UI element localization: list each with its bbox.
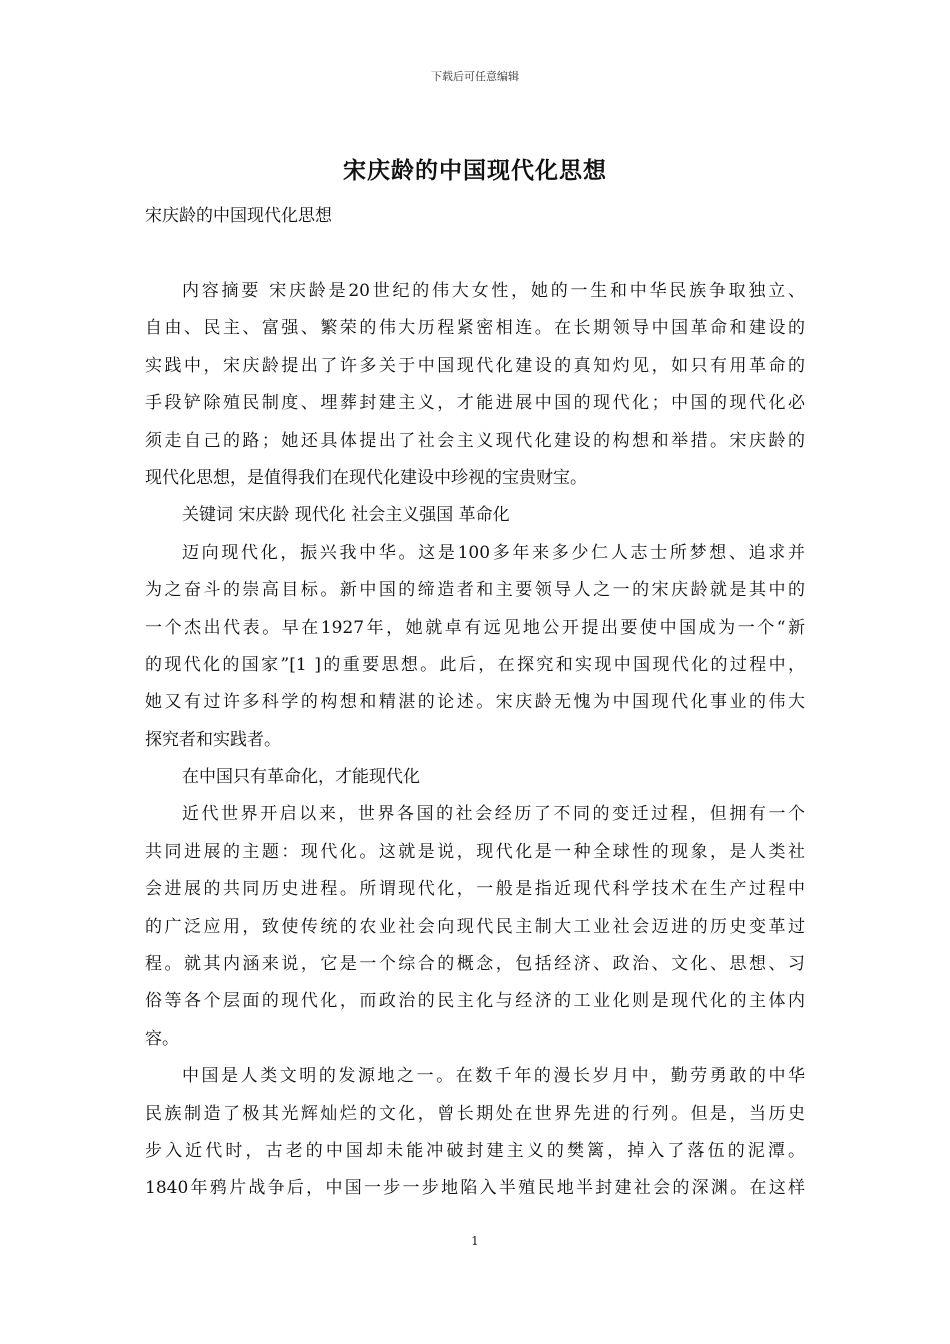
- body-text: [145, 273, 805, 1208]
- paragraph-line: 探究者和实践者。: [145, 729, 281, 750]
- paragraph-line: 她又有过许多科学的构想和精湛的论述。宋庆龄无愧为中国现代化事业的伟大: [145, 692, 805, 713]
- paragraph-line: 一个杰出代表。早在1927年，她就卓有远见地公开提出要使中国成为一个“新: [145, 617, 805, 638]
- paragraph-line: 迈向现代化，振兴我中华。这是100多年来多少仁人志士所梦想、追求并: [182, 542, 805, 563]
- paragraph-line: 俗等各个层面的现代化，而政治的民主化与经济的工业化则是现代化的主体内: [145, 991, 805, 1012]
- abstract-line: 自由、民主、富强、繁荣的伟大历程紧密相连。在长期领导中国革命和建设的: [145, 318, 805, 339]
- paragraph-line: 民族制造了极其光辉灿烂的文化，曾长期处在世界先进的行列。但是，当历史: [145, 1103, 805, 1124]
- page-header-note: 下载后可任意编辑: [431, 70, 519, 83]
- paragraph-line: 为之奋斗的崇高目标。新中国的缔造者和主要领导人之一的宋庆龄就是其中的: [145, 580, 805, 601]
- abstract-line: 须走自己的路；她还具体提出了社会主义现代化建设的构想和举措。宋庆龄的: [145, 430, 805, 451]
- paragraph-line: 容。: [145, 1028, 179, 1049]
- paragraph-line: 程。就其内涵来说，它是一个综合的概念，包括经济、政治、文化、思想、习: [145, 954, 805, 975]
- abstract-line: 实践中，宋庆龄提出了许多关于中国现代化建设的真知灼见，如只有用革命的: [145, 355, 805, 376]
- page-number: 1: [471, 1234, 479, 1248]
- abstract-line: 内容摘要 宋庆龄是20世纪的伟大女性，她的一生和中华民族争取独立、: [182, 281, 805, 301]
- paragraph-line: 共同进展的主题：现代化。这就是说，现代化是一种全球性的现象，是人类社: [145, 841, 805, 862]
- paragraph-line: 1840年鸦片战争后，中国一步一步地陷入半殖民地半封建社会的深渊。在这样: [145, 1178, 805, 1199]
- abstract-line: 手段铲除殖民制度、埋葬封建主义，才能进展中国的现代化；中国的现代化必: [145, 393, 805, 414]
- paragraph-line: 近代世界开启以来，世界各国的社会经历了不同的变迁过程，但拥有一个: [182, 804, 805, 825]
- abstract-line: 现代化思想，是值得我们在现代化建设中珍视的宝贵财宝。: [145, 467, 587, 488]
- paragraph-line: 步入近代时，古老的中国却未能冲破封建主义的樊篱，掉入了落伍的泥潭。: [145, 1140, 805, 1161]
- document-subtitle: 宋庆龄的中国现代化思想: [145, 206, 332, 226]
- paragraph-line: 的现代化的国家”[1 ]的重要思想。此后，在探究和实现中国现代化的过程中，: [145, 654, 805, 675]
- document-title: 宋庆龄的中国现代化思想: [343, 157, 607, 184]
- section-heading: 在中国只有革命化，才能现代化: [182, 767, 420, 788]
- paragraph-line: 会进展的共同历史进程。所谓现代化，一般是指近现代科学技术在生产过程中: [145, 879, 805, 900]
- keywords-line: 关键词 宋庆龄 现代化 社会主义强国 革命化: [182, 505, 510, 526]
- paragraph-line: 中国是人类文明的发源地之一。在数千年的漫长岁月中，勤劳勇敢的中华: [182, 1066, 805, 1087]
- paragraph-line: 的广泛应用，致使传统的农业社会向现代民主制大工业社会迈进的历史变革过: [145, 916, 805, 937]
